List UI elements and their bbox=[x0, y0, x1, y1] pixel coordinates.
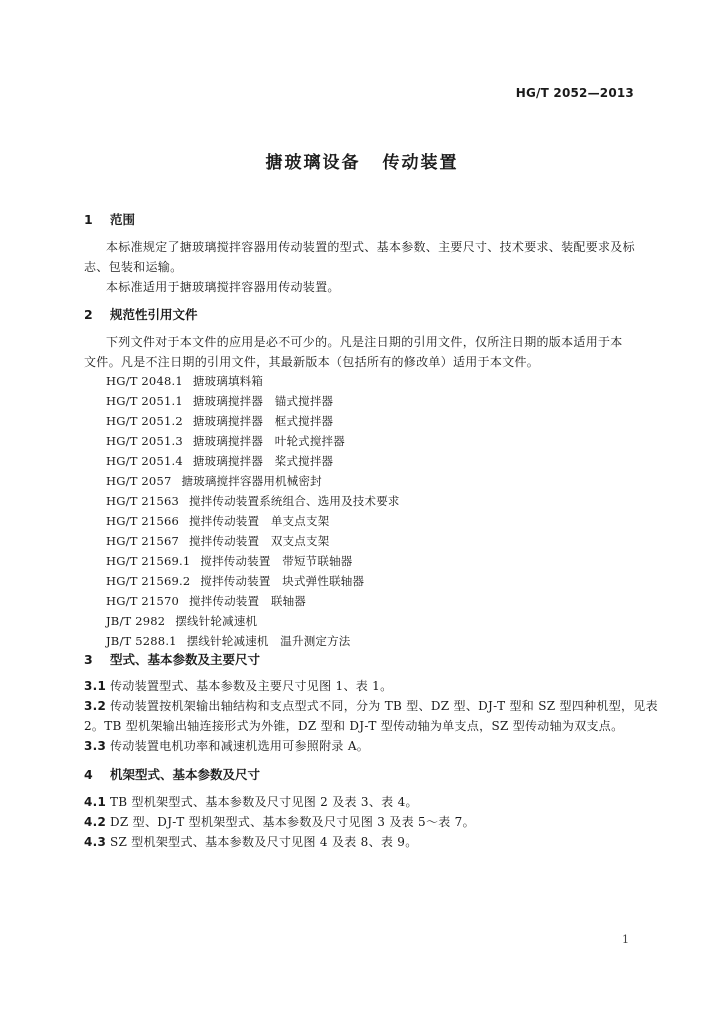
ref-code: HG/T 21563 bbox=[106, 494, 179, 508]
ref-code: HG/T 2057 bbox=[106, 474, 172, 488]
clause-text: 传动装置电机功率和减速机选用可参照附录 A。 bbox=[110, 739, 370, 753]
section-number: 4 bbox=[84, 767, 93, 782]
ref-name: 搅拌传动装置系统组合、选用及技术要求 bbox=[189, 494, 400, 508]
reference-item bbox=[106, 413, 333, 429]
clause-3-1 bbox=[84, 677, 392, 694]
ref-code: HG/T 21570 bbox=[106, 594, 179, 608]
ref-name: 搪玻璃搅拌器 叶轮式搅拌器 bbox=[192, 434, 345, 448]
ref-code: HG/T 21566 bbox=[106, 514, 179, 528]
reference-item bbox=[106, 393, 333, 409]
section-title: 规范性引用文件 bbox=[110, 307, 198, 322]
section-1-heading bbox=[84, 210, 135, 228]
ref-name: 搪玻璃搅拌器 锚式搅拌器 bbox=[192, 394, 334, 408]
reference-item bbox=[106, 573, 364, 589]
ref-code: HG/T 2048.1 bbox=[106, 374, 183, 388]
clause-number: 4.1 bbox=[84, 795, 107, 809]
ref-name: 摆线针轮减速机 bbox=[175, 614, 258, 628]
standard-code: HG/T 2052—2013 bbox=[515, 86, 634, 100]
reference-item bbox=[106, 553, 352, 569]
clause-number: 4.2 bbox=[84, 815, 107, 829]
ref-code: HG/T 2051.3 bbox=[106, 434, 183, 448]
s1-paragraph-line: 志、包装和运输。 bbox=[84, 260, 183, 274]
section-title: 型式、基本参数及主要尺寸 bbox=[110, 652, 261, 667]
ref-code: HG/T 2051.1 bbox=[106, 394, 183, 408]
ref-name: 搪玻璃搅拌器 桨式搅拌器 bbox=[192, 454, 334, 468]
s2-intro-line: 文件。凡是不注日期的引用文件，其最新版本（包括所有的修改单）适用于本文件。 bbox=[84, 355, 540, 369]
section-title: 范围 bbox=[110, 212, 136, 227]
ref-name: 搅拌传动装置 带短节联轴器 bbox=[200, 554, 353, 568]
reference-item bbox=[106, 373, 263, 389]
ref-code: HG/T 2051.2 bbox=[106, 414, 183, 428]
reference-item bbox=[106, 453, 333, 469]
ref-name: 搪玻璃搅拌容器用机械密封 bbox=[181, 474, 322, 488]
section-title: 机架型式、基本参数及尺寸 bbox=[110, 767, 261, 782]
clause-text: DZ 型、DJ-T 型机架型式、基本参数及尺寸见图 3 及表 5～表 7。 bbox=[110, 815, 475, 829]
section-3-heading bbox=[84, 650, 260, 668]
clause-4-1 bbox=[84, 793, 418, 810]
clause-3-3 bbox=[84, 737, 369, 754]
section-number: 2 bbox=[84, 307, 93, 322]
ref-name: 搅拌传动装置 块式弹性联轴器 bbox=[200, 574, 365, 588]
clause-text: TB 型机架型式、基本参数及尺寸见图 2 及表 3、表 4。 bbox=[110, 795, 418, 809]
reference-item bbox=[106, 513, 329, 529]
clause-text: 传动装置型式、基本参数及主要尺寸见图 1、表 1。 bbox=[110, 679, 393, 693]
ref-code: HG/T 21567 bbox=[106, 534, 179, 548]
ref-name: 搪玻璃搅拌器 框式搅拌器 bbox=[192, 414, 334, 428]
ref-code: JB/T 5288.1 bbox=[106, 634, 177, 648]
ref-code: JB/T 2982 bbox=[106, 614, 166, 628]
reference-item bbox=[106, 593, 306, 609]
ref-code: HG/T 2051.4 bbox=[106, 454, 183, 468]
ref-name: 摆线针轮减速机 温升测定方法 bbox=[186, 634, 351, 648]
section-2-heading bbox=[84, 305, 198, 323]
clause-text: SZ 型机架型式、基本参数及尺寸见图 4 及表 8、表 9。 bbox=[110, 835, 418, 849]
title-part1: 搪玻璃设备 bbox=[265, 153, 361, 173]
clause-text: 传动装置按机架输出轴结构和支点型式不同，分为 TB 型、DZ 型、DJ-T 型和 SZ 型四种机型，见表 bbox=[110, 699, 658, 713]
clause-number: 3.1 bbox=[84, 679, 107, 693]
clause-number: 3.2 bbox=[84, 699, 107, 713]
reference-item bbox=[106, 533, 329, 549]
page-number: 1 bbox=[622, 933, 629, 946]
s2-intro-line: 下列文件对于本文件的应用是必不可少的。凡是注日期的引用文件，仅所注日期的版本适用于本 bbox=[106, 335, 623, 349]
ref-name: 搅拌传动装置 双支点支架 bbox=[189, 534, 330, 548]
reference-item bbox=[106, 613, 257, 629]
clause-4-2 bbox=[84, 813, 475, 830]
s1-paragraph: 本标准适用于搪玻璃搅拌容器用传动装置。 bbox=[106, 280, 340, 294]
ref-name: 搅拌传动装置 单支点支架 bbox=[189, 514, 330, 528]
section-4-heading bbox=[84, 765, 260, 783]
section-number: 1 bbox=[84, 212, 93, 227]
title-part2: 传动装置 bbox=[382, 153, 459, 173]
clause-number: 3.3 bbox=[84, 739, 107, 753]
reference-item bbox=[106, 433, 345, 449]
reference-item bbox=[106, 473, 322, 489]
clause-3-2-continued: 2。TB 型机架输出轴连接形式为外锥，DZ 型和 DJ-T 型传动轴为单支点，SZ 型传动轴为双支点。 bbox=[84, 719, 624, 733]
clause-3-2 bbox=[84, 697, 658, 714]
reference-item bbox=[106, 493, 400, 509]
clause-number: 4.3 bbox=[84, 835, 107, 849]
section-number: 3 bbox=[84, 652, 93, 667]
ref-code: HG/T 21569.1 bbox=[106, 554, 191, 568]
document-title bbox=[0, 148, 724, 173]
reference-item bbox=[106, 633, 351, 649]
clause-4-3 bbox=[84, 833, 418, 850]
s1-paragraph-line: 本标准规定了搪玻璃搅拌容器用传动装置的型式、基本参数、主要尺寸、技术要求、装配要求及标 bbox=[106, 240, 635, 254]
ref-code: HG/T 21569.2 bbox=[106, 574, 191, 588]
ref-name: 搪玻璃填料箱 bbox=[192, 374, 264, 388]
ref-name: 搅拌传动装置 联轴器 bbox=[189, 594, 306, 608]
